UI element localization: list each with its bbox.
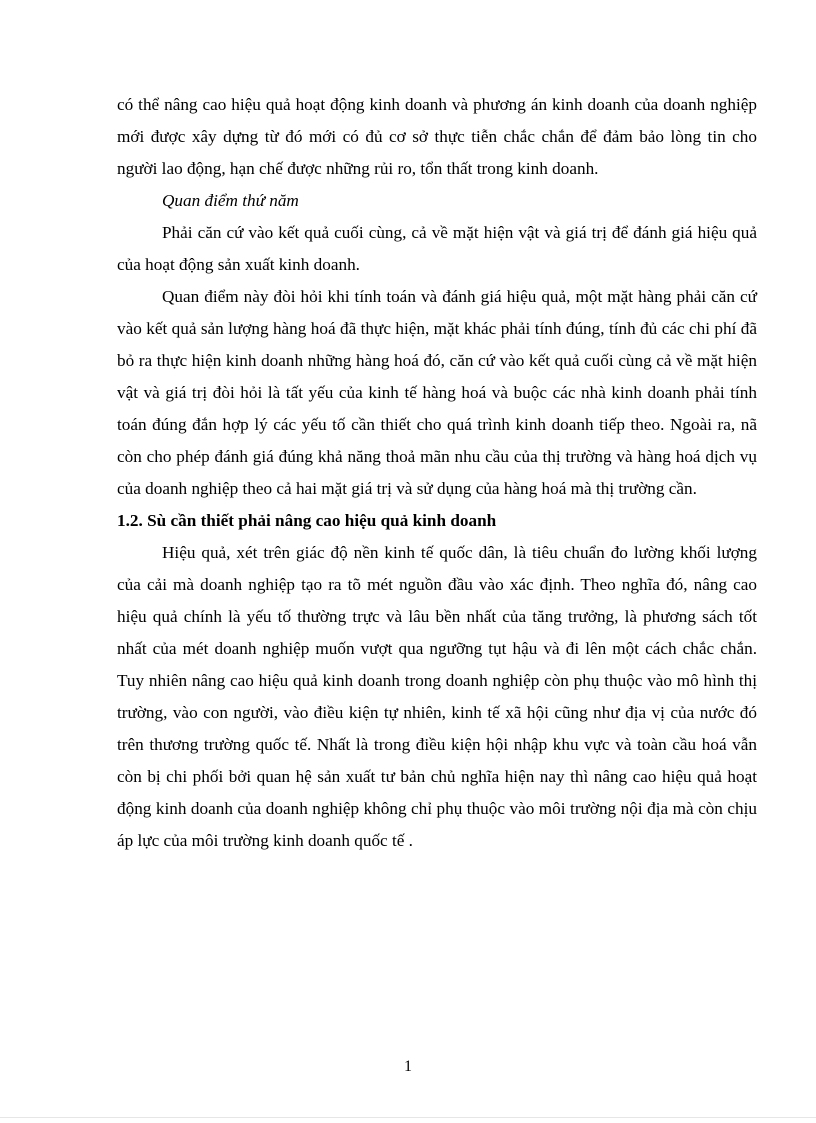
italic-subheading: Quan điểm thứ năm [162,191,299,210]
page-number: 1 [404,1058,412,1075]
paragraph-continuation: có thể nâng cao hiệu quả hoạt động kinh doanh và phương án kinh doanh của doanh nghiệp mới được xây dựng từ đó mới có đủ cơ sở thực tiễn chắc chắn để đảm bảo lòng tin cho người lao động, hạn chế được những rủi ro, tổn thất trong kinh doanh. [117,95,757,178]
paragraph-efficiency: Hiệu quả, xét trên giác độ nền kinh tế quốc dân, là tiêu chuẩn đo lường khối lượng của cải mà doanh nghiệp tạo ra tõ mét nguồn đầu vào xác định. Theo nghĩa đó, nâng cao hiệu quả chính là yếu tố thường trực và lâu bền nhất của tăng trưởng, là phương sách tốt nhất của mét doanh nghiệp muốn vượt qua ngưỡng tụt hậu và đi lên một cách chắc chắn. Tuy nhiên nâng cao hiệu quả kinh doanh trong doanh nghiệp còn phụ thuộc vào mô hình thị trường, vào con người, vào điều kiện tự nhiên, kinh tế xã hội cũng như địa vị của nước đó trên thương trường quốc tế. Nhất là trong điều kiện hội nhập khu vực và toàn cầu hoá vẫn còn bị chi phối bởi quan hệ sản xuất tư bản chủ nghĩa hiện nay thì nâng cao hiệu quả hoạt động kinh doanh của doanh nghiệp không chỉ phụ thuộc vào môi trường nội địa mà còn chịu áp lực của môi trường kinh doanh quốc tế . [117,543,757,850]
document-body [117,89,757,857]
paragraph-explanation: Quan điểm này đòi hỏi khi tính toán và đánh giá hiệu quả, một mặt hàng phải căn cứ vào kết quả sản lượng hàng hoá đã thực hiện, mặt khác phải tính đúng, tính đủ các chi phí đã bỏ ra thực hiện kinh doanh những hàng hoá đó, căn cứ vào kết quả cuối cùng cả về mặt hiện vật và giá trị đòi hỏi là tất yếu của kinh tế hàng hoá và buộc các nhà kinh doanh phải tính toán đúng đắn hợp lý các yếu tố cần thiết cho quá trình kinh doanh tiếp theo. Ngoài ra, nã còn cho phép đánh giá đúng khả năng thoả mãn nhu cầu của thị trường và hàng hoá dịch vụ của doanh nghiệp theo cả hai mặt giá trị và sử dụng của hàng hoá mà thị trường cần. [117,287,757,498]
section-heading: 1.2. Sù cần thiết phải nâng cao hiệu quả kinh doanh [117,511,497,530]
paragraph-principle: Phải căn cứ vào kết quả cuối cùng, cả về mặt hiện vật và giá trị để đánh giá hiệu quả của hoạt động sản xuất kinh doanh. [117,223,757,274]
page-bottom-divider [0,1117,816,1118]
